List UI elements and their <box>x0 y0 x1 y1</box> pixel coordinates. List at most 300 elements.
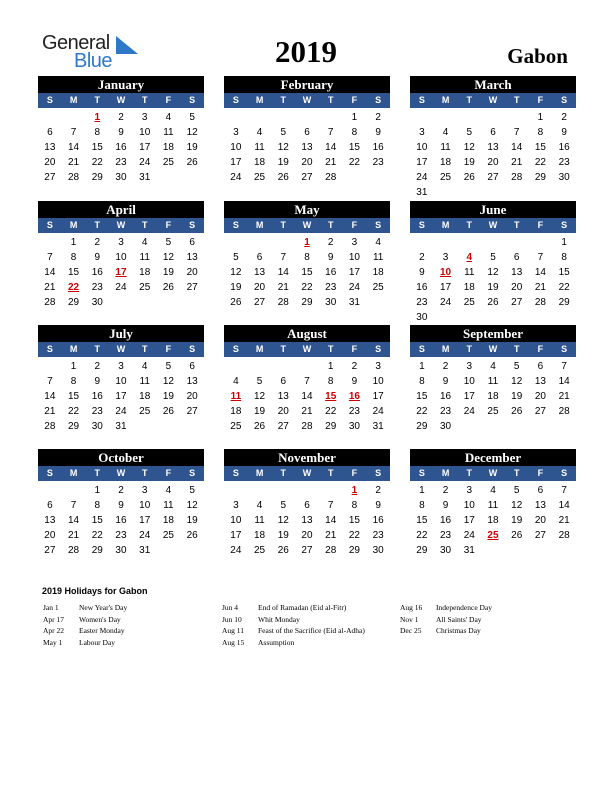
holiday-row <box>400 625 492 637</box>
day-cell: 23 <box>416 297 428 308</box>
day-cell: 11 <box>163 500 174 511</box>
weekday-label: T <box>466 220 473 230</box>
day-cell: 7 <box>513 127 520 138</box>
holiday-day-cell: 1 <box>351 485 358 496</box>
day-cell: 7 <box>327 127 334 138</box>
weekday-label: T <box>141 95 148 105</box>
day-cell <box>410 110 434 125</box>
month-title: July <box>38 325 204 342</box>
day-cell: 4 <box>442 127 449 138</box>
day-cell: 14 <box>44 267 56 278</box>
holiday-day-cell: 15 <box>325 391 337 402</box>
month-june <box>410 201 576 325</box>
weekday-label: S <box>418 344 425 354</box>
day-cell: 5 <box>280 500 287 511</box>
day-cell: 7 <box>561 485 567 496</box>
day-cell: 18 <box>487 391 499 402</box>
day-cell: 20 <box>277 406 289 417</box>
day-cell: 30 <box>558 172 570 183</box>
day-cell: 14 <box>558 500 570 511</box>
day-cell: 13 <box>186 252 198 263</box>
day-cell: 9 <box>94 376 101 387</box>
weekday-label: W <box>302 95 312 105</box>
day-cell: 30 <box>440 421 452 432</box>
day-cell: 19 <box>186 142 198 153</box>
day-cell: 28 <box>325 545 337 556</box>
weekday-label: F <box>165 344 172 354</box>
day-cell: 18 <box>372 267 384 278</box>
weekday-label: T <box>141 344 148 354</box>
day-cell: 11 <box>487 376 499 387</box>
weekday-label: S <box>375 344 382 354</box>
month-march <box>410 76 576 200</box>
day-cell: 31 <box>139 545 151 556</box>
weekday-label: M <box>69 95 78 105</box>
day-cell: 22 <box>325 406 337 417</box>
day-cell: 8 <box>94 127 101 138</box>
weekday-label: T <box>466 344 473 354</box>
day-cell: 8 <box>351 500 358 511</box>
holiday-name: Assumption <box>258 637 295 647</box>
day-cell: 5 <box>189 112 195 123</box>
holiday-date: Apr 17 <box>43 614 65 624</box>
day-cell: 19 <box>162 267 174 278</box>
day-cell: 2 <box>118 112 124 123</box>
day-cell: 2 <box>442 361 449 372</box>
day-cell: 21 <box>325 530 337 541</box>
day-cell <box>248 110 272 125</box>
days-grid <box>38 359 204 434</box>
day-cell: 14 <box>325 515 337 526</box>
holiday-name: End of Ramadan (Eid al-Fitr) <box>258 603 347 612</box>
weekday-header <box>38 93 204 108</box>
day-cell: 9 <box>327 252 334 263</box>
day-cell: 28 <box>44 297 56 308</box>
day-cell <box>457 110 481 125</box>
day-cell: 26 <box>277 545 289 556</box>
month-august <box>224 325 390 434</box>
day-cell: 3 <box>419 127 425 138</box>
day-cell: 18 <box>254 530 266 541</box>
month-title: January <box>38 76 204 93</box>
day-cell: 6 <box>189 237 195 248</box>
weekday-label: T <box>94 220 101 230</box>
day-cell: 7 <box>70 127 77 138</box>
day-cell: 11 <box>139 376 150 387</box>
day-cell: 3 <box>466 485 473 496</box>
logo-blue-text: Blue <box>74 50 113 72</box>
weekday-label: W <box>488 95 498 105</box>
weekday-label: W <box>116 220 126 230</box>
weekday-label: W <box>302 220 312 230</box>
day-cell: 27 <box>44 172 56 183</box>
day-cell: 20 <box>487 157 499 168</box>
holidays-title: 2019 Holidays for Gabon <box>42 586 148 596</box>
day-cell: 10 <box>139 127 151 138</box>
weekday-label: S <box>232 220 239 230</box>
day-cell: 26 <box>511 406 523 417</box>
day-cell: 1 <box>70 361 77 372</box>
holiday-name: Feast of the Sacrifice (Eid al-Adha) <box>258 626 365 635</box>
day-cell: 3 <box>233 500 239 511</box>
day-cell: 22 <box>416 406 428 417</box>
day-cell: 19 <box>277 157 289 168</box>
holiday-row <box>222 602 365 614</box>
day-cell: 17 <box>139 142 151 153</box>
day-cell: 1 <box>419 361 425 372</box>
day-cell: 13 <box>301 142 313 153</box>
day-cell: 21 <box>301 406 313 417</box>
day-cell: 12 <box>277 515 289 526</box>
day-cell: 23 <box>348 406 360 417</box>
day-cell: 27 <box>44 545 56 556</box>
weekday-label: F <box>537 220 544 230</box>
day-cell: 12 <box>463 142 475 153</box>
month-february <box>224 76 390 185</box>
day-cell: 23 <box>91 282 103 293</box>
day-cell: 8 <box>327 376 334 387</box>
weekday-header <box>410 466 576 481</box>
weekday-label: T <box>280 344 287 354</box>
day-cell: 18 <box>162 142 174 153</box>
day-cell: 15 <box>534 142 546 153</box>
day-cell: 16 <box>115 515 127 526</box>
weekday-label: T <box>94 468 101 478</box>
day-cell: 3 <box>375 361 381 372</box>
day-cell: 15 <box>68 267 80 278</box>
day-cell: 31 <box>416 187 428 198</box>
weekday-label: W <box>116 344 126 354</box>
day-cell: 1 <box>70 237 77 248</box>
day-cell: 6 <box>304 127 310 138</box>
day-cell: 21 <box>277 282 289 293</box>
days-grid <box>224 483 390 558</box>
holiday-row <box>43 625 127 637</box>
day-cell: 4 <box>490 361 496 372</box>
holiday-day-cell: 25 <box>487 530 499 541</box>
day-cell: 25 <box>463 297 475 308</box>
weekday-label: W <box>116 468 126 478</box>
month-july <box>38 325 204 434</box>
day-cell: 25 <box>162 530 174 541</box>
day-cell: 23 <box>372 530 384 541</box>
weekday-label: M <box>441 468 450 478</box>
weekday-label: T <box>141 468 148 478</box>
weekday-label: F <box>165 220 172 230</box>
day-cell: 28 <box>44 421 56 432</box>
holiday-name: Labour Day <box>79 637 116 647</box>
day-cell: 14 <box>277 267 289 278</box>
day-cell: 2 <box>419 252 425 263</box>
day-cell: 4 <box>256 127 263 138</box>
weekday-label: W <box>488 220 498 230</box>
day-cell: 3 <box>118 237 124 248</box>
holiday-row <box>43 637 127 649</box>
day-cell: 11 <box>254 142 265 153</box>
day-cell: 16 <box>91 391 103 402</box>
day-cell: 3 <box>466 361 473 372</box>
day-cell: 13 <box>44 515 56 526</box>
day-cell: 10 <box>115 376 127 387</box>
day-cell: 5 <box>256 376 263 387</box>
month-title: June <box>410 201 576 218</box>
day-cell: 16 <box>325 267 337 278</box>
day-cell: 17 <box>115 391 127 402</box>
weekday-label: W <box>302 344 312 354</box>
day-cell: 2 <box>442 485 449 496</box>
day-cell: 9 <box>442 500 449 511</box>
day-cell: 27 <box>534 530 546 541</box>
day-cell: 22 <box>416 530 428 541</box>
day-cell: 20 <box>534 391 546 402</box>
day-cell: 10 <box>416 142 428 153</box>
day-cell: 6 <box>537 485 544 496</box>
month-title: September <box>410 325 576 342</box>
day-cell: 14 <box>301 391 313 402</box>
days-grid <box>410 483 576 558</box>
day-cell: 12 <box>162 376 174 387</box>
day-cell: 25 <box>372 282 384 293</box>
day-cell: 6 <box>490 127 496 138</box>
day-cell: 30 <box>440 545 452 556</box>
holiday-day-cell: 11 <box>230 391 242 402</box>
day-cell: 4 <box>165 485 172 496</box>
weekday-label: S <box>232 95 239 105</box>
day-cell: 11 <box>487 500 499 511</box>
day-cell: 24 <box>230 545 242 556</box>
holiday-name: All Saints' Day <box>436 614 482 624</box>
weekday-label: M <box>255 220 264 230</box>
holiday-date: Aug 11 <box>222 626 245 635</box>
day-cell: 23 <box>115 157 127 168</box>
days-grid <box>224 110 390 185</box>
weekday-label: T <box>94 95 101 105</box>
weekday-label: W <box>488 468 498 478</box>
weekday-label: T <box>513 468 520 478</box>
day-cell: 10 <box>115 252 127 263</box>
weekday-label: S <box>561 344 568 354</box>
day-cell: 26 <box>186 530 198 541</box>
weekday-header <box>224 466 390 481</box>
day-cell: 6 <box>256 252 263 263</box>
weekday-label: S <box>375 95 382 105</box>
day-cell <box>410 235 434 250</box>
day-cell: 5 <box>165 361 172 372</box>
day-cell: 20 <box>186 267 198 278</box>
day-cell: 10 <box>463 376 475 387</box>
day-cell: 15 <box>91 142 103 153</box>
days-grid <box>410 359 576 434</box>
holiday-row <box>222 625 365 637</box>
days-grid <box>38 483 204 558</box>
weekday-label: M <box>255 95 264 105</box>
weekday-label: T <box>327 220 334 230</box>
day-cell <box>271 235 295 250</box>
holiday-name: Christmas Day <box>436 626 481 635</box>
day-cell: 7 <box>280 252 287 263</box>
weekday-label: S <box>418 95 425 105</box>
weekday-label: T <box>141 220 148 230</box>
day-cell: 17 <box>416 157 428 168</box>
weekday-label: S <box>46 220 53 230</box>
day-cell: 30 <box>348 421 360 432</box>
day-cell <box>271 483 295 498</box>
holiday-row <box>400 602 492 614</box>
day-cell: 20 <box>511 282 523 293</box>
day-cell: 10 <box>348 252 360 263</box>
day-cell: 22 <box>68 406 80 417</box>
day-cell: 12 <box>186 500 198 511</box>
day-cell: 27 <box>186 406 198 417</box>
day-cell: 24 <box>115 406 127 417</box>
day-cell: 22 <box>91 530 103 541</box>
holiday-column <box>43 602 127 648</box>
day-cell: 2 <box>375 485 381 496</box>
day-cell: 27 <box>186 282 198 293</box>
day-cell: 10 <box>230 515 242 526</box>
day-cell: 23 <box>440 406 452 417</box>
day-cell: 25 <box>162 157 174 168</box>
day-cell <box>224 359 248 374</box>
days-grid <box>224 359 390 434</box>
day-cell: 6 <box>280 376 287 387</box>
day-cell: 4 <box>490 485 496 496</box>
day-cell: 16 <box>115 142 127 153</box>
day-cell: 12 <box>186 127 198 138</box>
day-cell: 20 <box>301 157 313 168</box>
day-cell: 26 <box>277 172 289 183</box>
month-january <box>38 76 204 185</box>
day-cell <box>505 235 529 250</box>
holiday-date: Jun 4 <box>222 603 239 612</box>
day-cell: 7 <box>561 361 567 372</box>
day-cell: 10 <box>230 142 242 153</box>
month-april <box>38 201 204 310</box>
day-cell: 4 <box>165 112 172 123</box>
day-cell: 24 <box>440 297 452 308</box>
holiday-date: Nov 1 <box>400 614 419 624</box>
day-cell: 19 <box>463 157 475 168</box>
day-cell: 25 <box>254 172 266 183</box>
day-cell: 28 <box>68 545 80 556</box>
day-cell <box>38 483 62 498</box>
day-cell: 14 <box>68 515 80 526</box>
day-cell: 20 <box>186 391 198 402</box>
day-cell: 28 <box>277 297 289 308</box>
day-cell: 15 <box>348 142 360 153</box>
day-cell: 7 <box>537 252 544 263</box>
day-cell: 28 <box>511 172 523 183</box>
holiday-day-cell: 1 <box>304 237 310 248</box>
day-cell: 2 <box>118 485 124 496</box>
weekday-label: F <box>351 468 358 478</box>
day-cell: 25 <box>139 282 151 293</box>
day-cell: 8 <box>419 376 425 387</box>
day-cell <box>529 235 553 250</box>
day-cell <box>457 235 481 250</box>
day-cell: 26 <box>162 406 174 417</box>
day-cell: 14 <box>534 267 546 278</box>
day-cell: 13 <box>186 376 198 387</box>
weekday-label: S <box>375 468 382 478</box>
day-cell: 22 <box>301 282 313 293</box>
month-september <box>410 325 576 434</box>
day-cell: 20 <box>301 530 313 541</box>
day-cell: 13 <box>44 142 56 153</box>
month-title: March <box>410 76 576 93</box>
holiday-date: Apr 22 <box>43 626 65 635</box>
day-cell: 11 <box>372 252 384 263</box>
day-cell: 1 <box>94 485 101 496</box>
day-cell: 9 <box>351 376 358 387</box>
day-cell: 26 <box>511 530 523 541</box>
weekday-header <box>410 218 576 233</box>
days-grid <box>410 235 576 325</box>
day-cell: 27 <box>301 545 313 556</box>
day-cell: 16 <box>440 515 452 526</box>
holiday-date: May 1 <box>43 637 63 647</box>
weekday-label: M <box>255 468 264 478</box>
day-cell <box>271 110 295 125</box>
day-cell <box>38 359 62 374</box>
day-cell: 21 <box>325 157 337 168</box>
weekday-label: S <box>189 220 196 230</box>
day-cell: 24 <box>139 157 151 168</box>
day-cell: 9 <box>561 127 567 138</box>
day-cell: 22 <box>348 530 360 541</box>
day-cell: 24 <box>416 172 428 183</box>
day-cell <box>434 235 458 250</box>
holiday-date: Dec 25 <box>400 626 422 635</box>
day-cell: 26 <box>186 157 198 168</box>
day-cell: 19 <box>511 515 523 526</box>
month-title: May <box>224 201 390 218</box>
holiday-row <box>222 614 365 626</box>
day-cell: 5 <box>513 485 520 496</box>
month-october <box>38 449 204 558</box>
weekday-label: S <box>189 95 196 105</box>
day-cell: 28 <box>325 172 337 183</box>
weekday-label: M <box>69 344 78 354</box>
day-cell: 14 <box>44 391 56 402</box>
weekday-label: F <box>537 344 544 354</box>
day-cell: 27 <box>511 297 523 308</box>
day-cell: 21 <box>558 515 570 526</box>
day-cell: 21 <box>558 391 570 402</box>
day-cell: 12 <box>162 252 174 263</box>
day-cell: 18 <box>139 267 151 278</box>
day-cell: 24 <box>463 530 475 541</box>
weekday-label: T <box>280 220 287 230</box>
day-cell: 8 <box>537 127 544 138</box>
day-cell <box>271 359 295 374</box>
day-cell: 29 <box>68 421 80 432</box>
weekday-label: M <box>69 468 78 478</box>
day-cell: 9 <box>442 376 449 387</box>
day-cell <box>481 235 505 250</box>
day-cell: 28 <box>534 297 546 308</box>
holiday-day-cell: 1 <box>94 112 101 123</box>
day-cell: 22 <box>348 157 360 168</box>
holiday-date: Aug 16 <box>400 603 423 612</box>
day-cell: 26 <box>254 421 266 432</box>
day-cell: 7 <box>47 252 53 263</box>
day-cell: 24 <box>372 406 384 417</box>
month-title: April <box>38 201 204 218</box>
weekday-label: F <box>351 344 358 354</box>
day-cell: 1 <box>351 112 358 123</box>
day-cell: 14 <box>511 142 523 153</box>
